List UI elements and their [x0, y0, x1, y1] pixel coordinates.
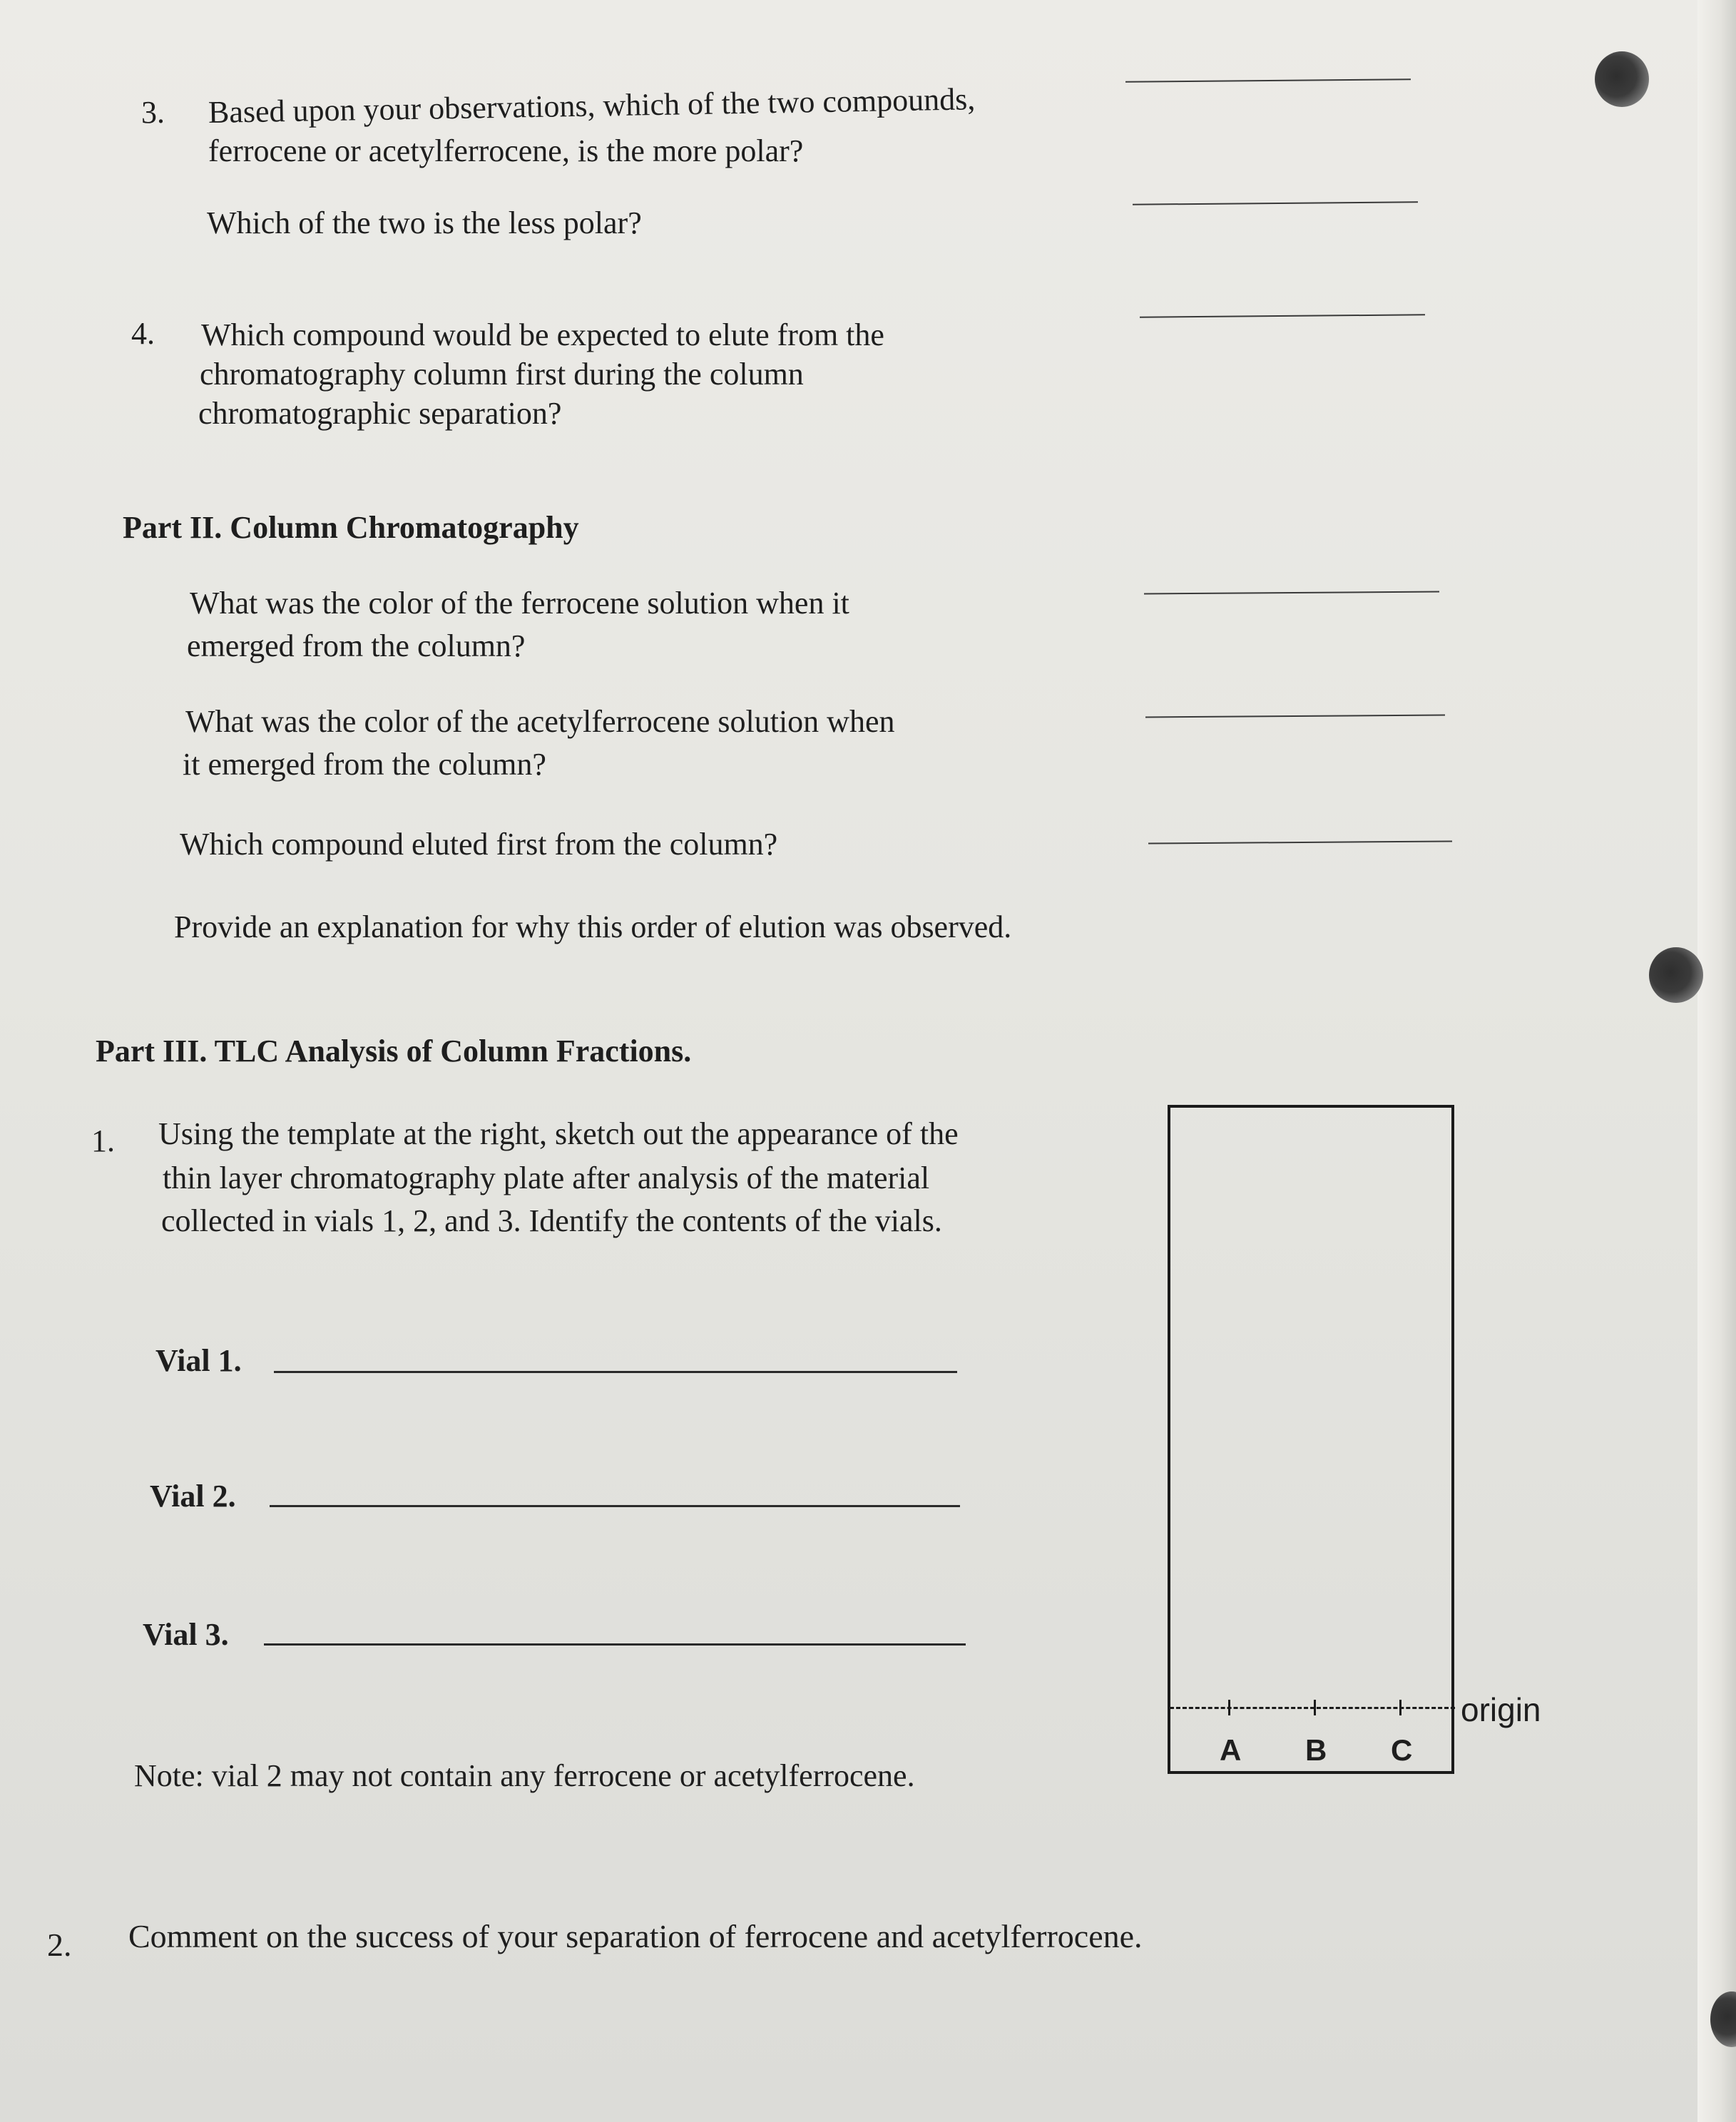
part3-q2-text: Comment on the success of your separation of ferrocene and acetylferrocene.	[128, 1918, 1143, 1954]
part3-q1-line1: Using the template at the right, sketch out the appearance of the	[158, 1116, 959, 1151]
part2-q2-line1: What was the color of the acetylferrocene solution when	[185, 704, 895, 739]
q3-sub-text: Which of the two is the less polar?	[207, 205, 642, 240]
part3-q1-line3: collected in vials 1, 2, and 3. Identify the contents of the vials.	[161, 1203, 942, 1238]
tlc-lane-a-label: A	[1220, 1733, 1242, 1767]
vial3-label: Vial 3.	[143, 1617, 229, 1652]
q4-text-line1: Which compound would be expected to elute from the	[201, 317, 884, 352]
tlc-origin-line	[1170, 1707, 1455, 1709]
part3-q2-number: 2.	[47, 1927, 72, 1963]
part2-heading: Part II. Column Chromatography	[123, 510, 579, 545]
tlc-origin-label: origin	[1461, 1691, 1541, 1728]
q4-text-line3: chromatographic separation?	[198, 396, 562, 431]
part2-q1-line1: What was the color of the ferrocene solution when it	[190, 586, 849, 621]
vial2-answer-line[interactable]	[270, 1505, 960, 1507]
q3-number: 3.	[141, 95, 165, 130]
vial3-answer-line[interactable]	[264, 1643, 966, 1646]
q4-text-line2: chromatography column first during the column	[200, 357, 804, 392]
part2-q1-line2: emerged from the column?	[187, 628, 526, 663]
tlc-lane-b-tick	[1314, 1700, 1316, 1715]
hole-punch-top	[1595, 51, 1649, 107]
vial2-label: Vial 2.	[150, 1479, 236, 1514]
hole-punch-middle	[1649, 947, 1703, 1003]
vial1-label: Vial 1.	[155, 1343, 242, 1378]
tlc-lane-b-label: B	[1305, 1733, 1327, 1767]
part2-q2-line2: it emerged from the column?	[183, 747, 546, 782]
part3-q1-line2: thin layer chromatography plate after analysis of the material	[163, 1161, 930, 1195]
part3-heading: Part III. TLC Analysis of Column Fractions.	[96, 1034, 692, 1068]
vial1-answer-line[interactable]	[274, 1371, 957, 1373]
q3-text-line1: Based upon your observations, which of the two compounds,	[208, 81, 976, 130]
q3-text-line2: ferrocene or acetylferrocene, is the more polar?	[208, 133, 804, 168]
vial2-note: Note: vial 2 may not contain any ferrocene or acetylferrocene.	[134, 1758, 915, 1793]
tlc-lane-a-tick	[1228, 1700, 1230, 1715]
page-edge	[1697, 0, 1736, 2122]
tlc-plate-template[interactable]	[1168, 1105, 1454, 1774]
tlc-lane-c-label: C	[1391, 1733, 1413, 1767]
part2-q4-text: Provide an explanation for why this order of elution was observed.	[174, 909, 1012, 944]
part2-q3-text: Which compound eluted first from the column?	[180, 827, 778, 862]
part3-q1-number: 1.	[91, 1123, 115, 1158]
q4-number: 4.	[131, 316, 155, 351]
tlc-lane-c-tick	[1399, 1700, 1401, 1715]
